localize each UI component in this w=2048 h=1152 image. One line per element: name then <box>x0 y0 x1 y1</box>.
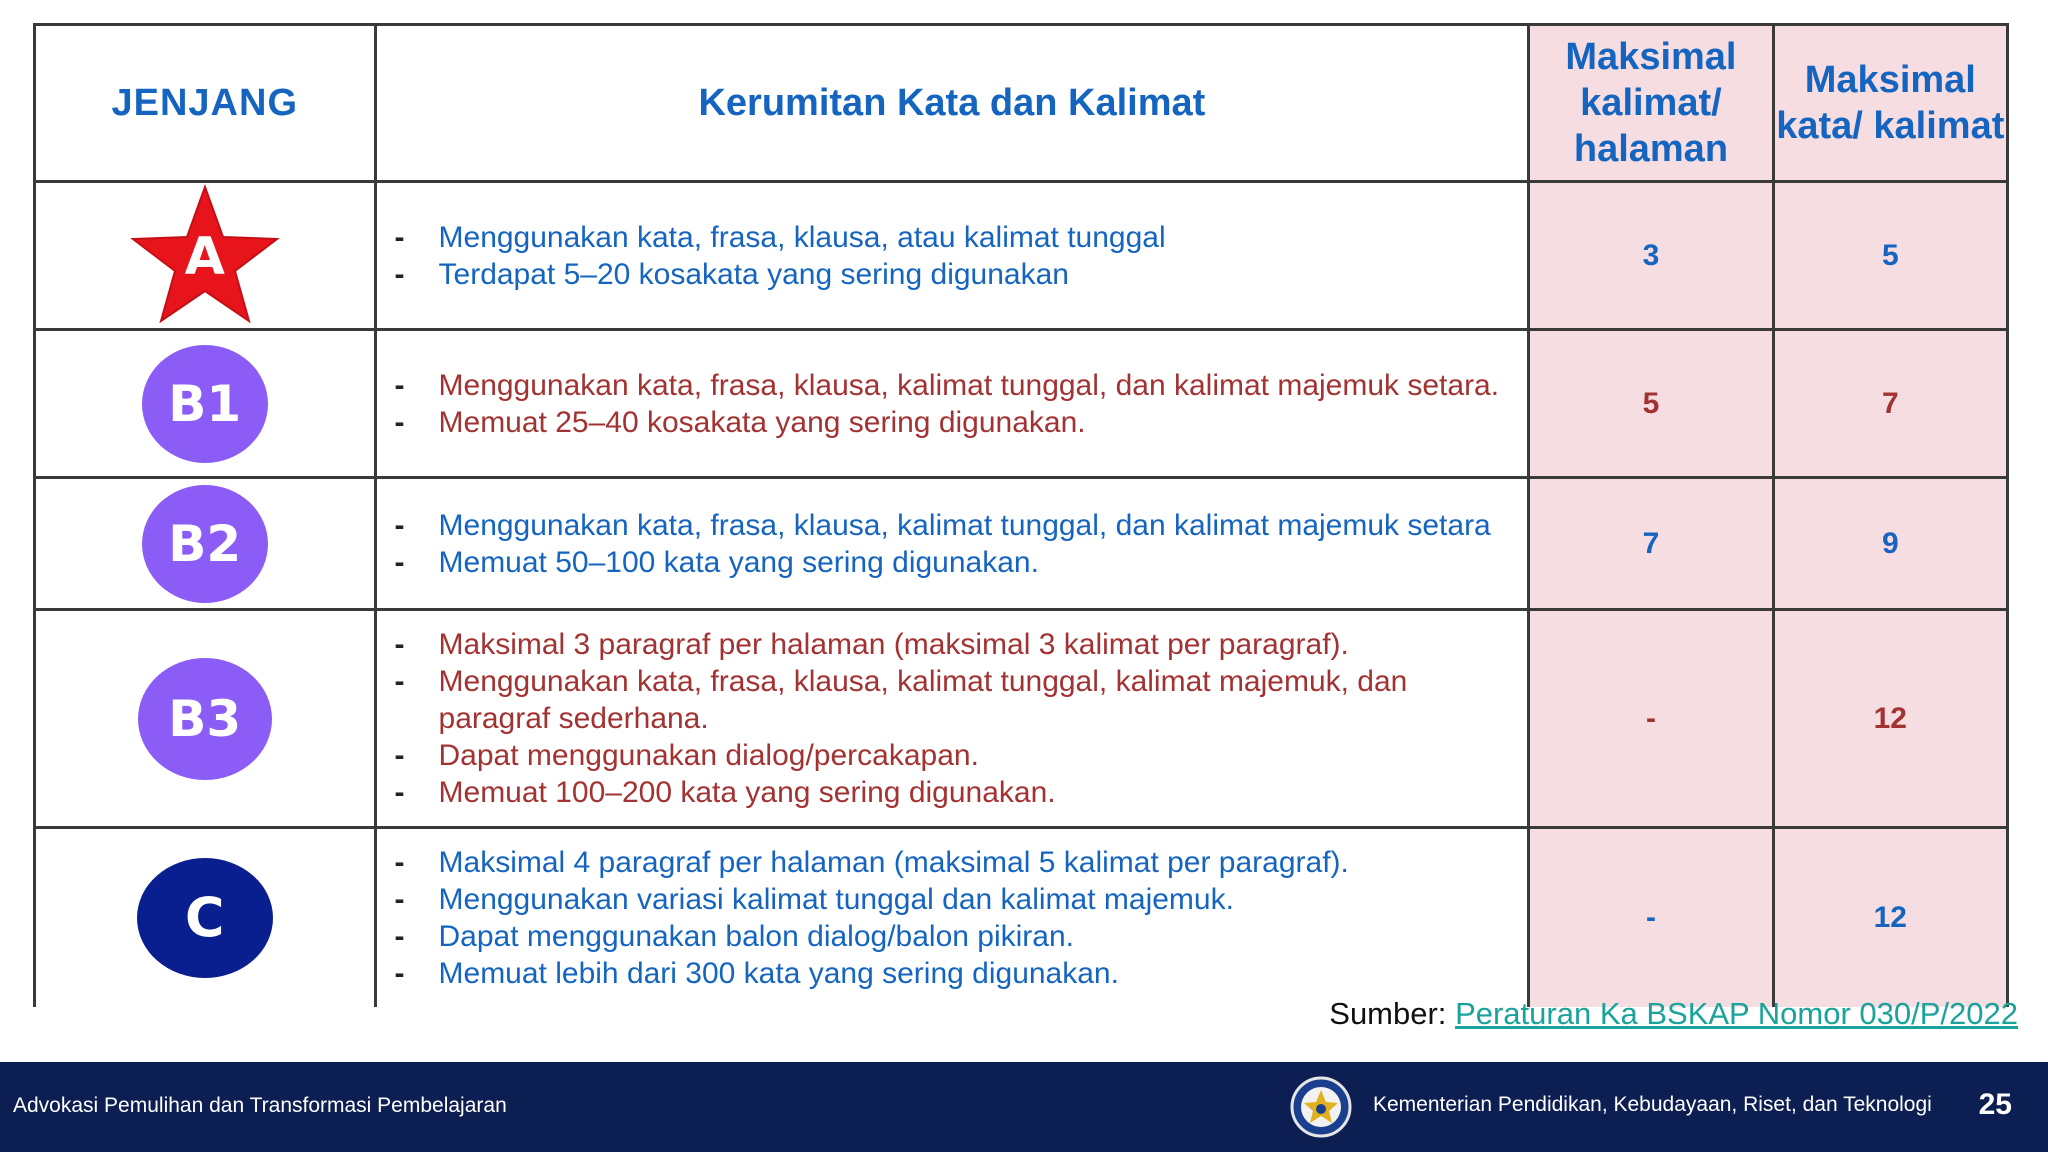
level-cell <box>35 330 376 478</box>
criteria-list <box>377 219 1528 293</box>
criteria-list <box>377 626 1528 811</box>
criteria-item: - Menggunakan kata, frasa, klausa, atau kalimat tunggal <box>391 219 1512 256</box>
level-label: B3 <box>168 689 242 748</box>
criteria-list <box>377 507 1528 581</box>
level-label: A <box>184 227 225 287</box>
criteria-item: - Memuat 25–40 kosakata yang sering digunakan. <box>391 404 1512 441</box>
source-link[interactable]: Peraturan Ka BSKAP Nomor 030/P/2022 <box>1455 996 2018 1031</box>
header-max-sentences: Maksimal kalimat/ halaman <box>1529 25 1773 182</box>
max-words-value: 12 <box>1773 610 2007 828</box>
circle-icon <box>142 345 268 463</box>
criteria-list <box>377 367 1528 441</box>
criteria-cell <box>375 610 1529 828</box>
header-level: JENJANG <box>35 25 376 182</box>
page-number: 25 <box>1978 1088 2012 1121</box>
table-row <box>35 610 2008 828</box>
level-cell <box>35 610 376 828</box>
table-row <box>35 828 2008 1007</box>
table-row <box>35 182 2008 330</box>
max-sentences-value: - <box>1529 610 1773 828</box>
ministry-logo-icon <box>1290 1076 1352 1138</box>
source-label: Sumber: <box>1329 996 1447 1031</box>
footer-ministry-name: Kementerian Pendidikan, Kebudayaan, Riset, dan Teknologi <box>1373 1093 1932 1116</box>
max-sentences-value: 3 <box>1529 182 1773 330</box>
criteria-item: - Menggunakan kata, frasa, klausa, kalimat tunggal, dan kalimat majemuk setara <box>391 507 1512 544</box>
max-sentences-value: - <box>1529 828 1773 1007</box>
reading-level-table <box>33 23 2009 1007</box>
criteria-item: - Terdapat 5–20 kosakata yang sering digunakan <box>391 256 1512 293</box>
level-cell <box>35 478 376 610</box>
max-sentences-value: 7 <box>1529 478 1773 610</box>
criteria-item: - Maksimal 3 paragraf per halaman (maksimal 3 kalimat per paragraf). <box>391 626 1512 663</box>
max-words-value: 9 <box>1773 478 2007 610</box>
footer-program-title: Advokasi Pemulihan dan Transformasi Pembelajaran <box>13 1094 507 1117</box>
max-sentences-value: 5 <box>1529 330 1773 478</box>
criteria-cell <box>375 330 1529 478</box>
circle-icon <box>138 658 272 780</box>
criteria-cell <box>375 828 1529 1007</box>
criteria-item: - Dapat menggunakan balon dialog/balon pikiran. <box>391 918 1512 955</box>
level-label: B2 <box>168 514 242 573</box>
max-words-value: 5 <box>1773 182 2007 330</box>
table-header-row <box>35 25 2008 182</box>
criteria-item: - Memuat 50–100 kata yang sering digunakan. <box>391 544 1512 581</box>
criteria-cell <box>375 478 1529 610</box>
footer-bar <box>0 1062 2048 1152</box>
criteria-item: - Menggunakan kata, frasa, klausa, kalimat tunggal, kalimat majemuk, dan paragraf sederhana. <box>391 663 1512 737</box>
criteria-cell <box>375 182 1529 330</box>
circle-icon <box>137 858 273 978</box>
criteria-item: - Menggunakan variasi kalimat tunggal dan kalimat majemuk. <box>391 881 1512 918</box>
criteria-item: - Memuat 100–200 kata yang sering digunakan. <box>391 774 1512 811</box>
level-label: C <box>184 886 225 950</box>
criteria-list <box>377 844 1528 992</box>
criteria-item: - Menggunakan kata, frasa, klausa, kalimat tunggal, dan kalimat majemuk setara. <box>391 367 1512 404</box>
max-words-value: 7 <box>1773 330 2007 478</box>
level-cell <box>35 828 376 1007</box>
table-row <box>35 330 2008 478</box>
circle-icon <box>142 485 268 603</box>
level-label: B1 <box>168 374 242 433</box>
reading-level-table-container <box>33 23 2009 990</box>
criteria-item: - Memuat lebih dari 300 kata yang sering digunakan. <box>391 955 1512 992</box>
level-cell <box>35 182 376 330</box>
header-max-words: Maksimal kata/ kalimat <box>1773 25 2007 182</box>
criteria-item: - Dapat menggunakan dialog/percakapan. <box>391 737 1512 774</box>
star-icon <box>125 183 285 323</box>
header-description: Kerumitan Kata dan Kalimat <box>375 25 1529 182</box>
table-row <box>35 478 2008 610</box>
max-words-value: 12 <box>1773 828 2007 1007</box>
criteria-item: - Maksimal 4 paragraf per halaman (maksimal 5 kalimat per paragraf). <box>391 844 1512 881</box>
source-citation <box>1329 996 2018 1032</box>
